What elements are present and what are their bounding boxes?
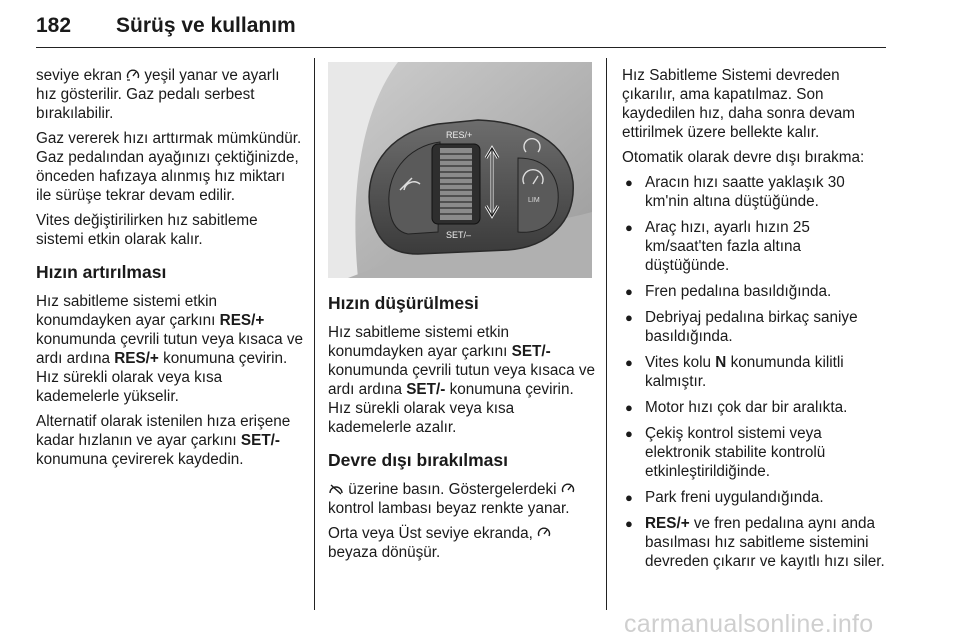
column-1	[36, 66, 304, 475]
set-label: SET/–	[446, 230, 472, 240]
auto-disable-list	[622, 173, 886, 571]
steering-wheel-controls-figure	[328, 62, 592, 278]
heading-decrease: Hızın düşürülmesi	[328, 293, 479, 313]
list-item: ● Araç hızı, ayarlı hızın 25 km/saat'ten fazla altına düştüğünde.	[622, 218, 886, 275]
paragraph: Hız Sabitleme Sistemi devreden çıkarılır, ama kapatılmaz. Son kaydedilen hız, daha sonra devam ettirilmek üzere bellekte kalır.	[622, 67, 856, 141]
column-divider-1	[314, 58, 315, 610]
lim-label: LIM	[528, 197, 540, 204]
cruise-control-icon	[537, 526, 551, 539]
list-item: ● Park freni uygulandığında.	[622, 488, 886, 507]
steering-wheel-illustration	[328, 62, 592, 278]
watermark: carmanualsonline.info	[624, 610, 874, 638]
paragraph: Gaz vererek hızı arttırmak mümkündür. Gaz pedalından ayağınızı çektiğinizde, önceden hafızaya alınmış hız miktarı ile sürüşe tekrar devam edilir.	[36, 130, 302, 204]
paragraph: Orta veya Üst seviye ekranda, beyaza dönüşür.	[328, 524, 596, 562]
list-item: ● RES/+ ve fren pedalına aynı anda basılması hız sabitleme sistemini devreden çıkarır ve kayıtlı hızı siler.	[622, 514, 886, 571]
paragraph: Hız sabitleme sistemi etkin konumdayken ayar çarkını SET/- konumunda çevrili tutun veya kısaca ve ardı ardına SET/- konumuna çevirin. Hız sürekli olarak veya kısa kademelerle azalır.	[328, 324, 595, 436]
paragraph: Hız sabitleme sistemi etkin konumdayken ayar çarkını RES/+ konumunda çevrili tutun veya kısaca ve ardı ardına RES/+ konumuna çevirin. Hız sürekli olarak veya kısa kademelerle yükselir.	[36, 293, 303, 405]
paragraph: seviye ekran yeşil yanar ve ayarlı hız gösterilir. Gaz pedalı serbest bırakılabilir.	[36, 67, 280, 122]
paragraph: Vites değiştirilirken hız sabitleme sistemi etkin olarak kalır.	[36, 212, 258, 248]
section-title: Sürüş ve kullanım	[116, 14, 296, 37]
list-item: ● Debriyaj pedalına birkaç saniye basıldığında.	[622, 308, 886, 346]
cancel-cruise-icon	[328, 483, 344, 495]
cruise-control-icon	[126, 68, 140, 81]
cruise-control-icon	[561, 482, 575, 495]
column-divider-2	[606, 58, 607, 610]
column-3	[622, 66, 886, 578]
heading-disable: Devre dışı bırakılması	[328, 450, 508, 470]
list-item: ● Çekiş kontrol sistemi veya elektronik stabilite kontrolü etkinleştirildiğinde.	[622, 424, 886, 481]
page-header	[36, 0, 886, 48]
header-rule	[36, 47, 886, 48]
paragraph: Otomatik olarak devre dışı bırakma:	[622, 149, 865, 166]
list-item: ● Vites kolu N konumunda kilitli kalmıştır.	[622, 353, 886, 391]
column-2	[328, 294, 596, 568]
list-item: ● Motor hızı çok dar bir aralıkta.	[622, 398, 886, 417]
heading-increase: Hızın artırılması	[36, 262, 167, 282]
list-item: ● Aracın hızı saatte yaklaşık 30 km'nin altına düştüğünde.	[622, 173, 886, 211]
res-label: RES/+	[446, 130, 473, 140]
paragraph: Alternatif olarak istenilen hıza erişene kadar hızlanın ve ayar çarkını SET/- konumuna çevirerek kaydedin.	[36, 413, 291, 468]
page-number: 182	[36, 14, 72, 37]
list-item: ● Fren pedalına basıldığında.	[622, 282, 886, 301]
paragraph: üzerine basın. Göstergelerdeki kontrol lambası beyaz renkte yanar.	[328, 480, 596, 518]
